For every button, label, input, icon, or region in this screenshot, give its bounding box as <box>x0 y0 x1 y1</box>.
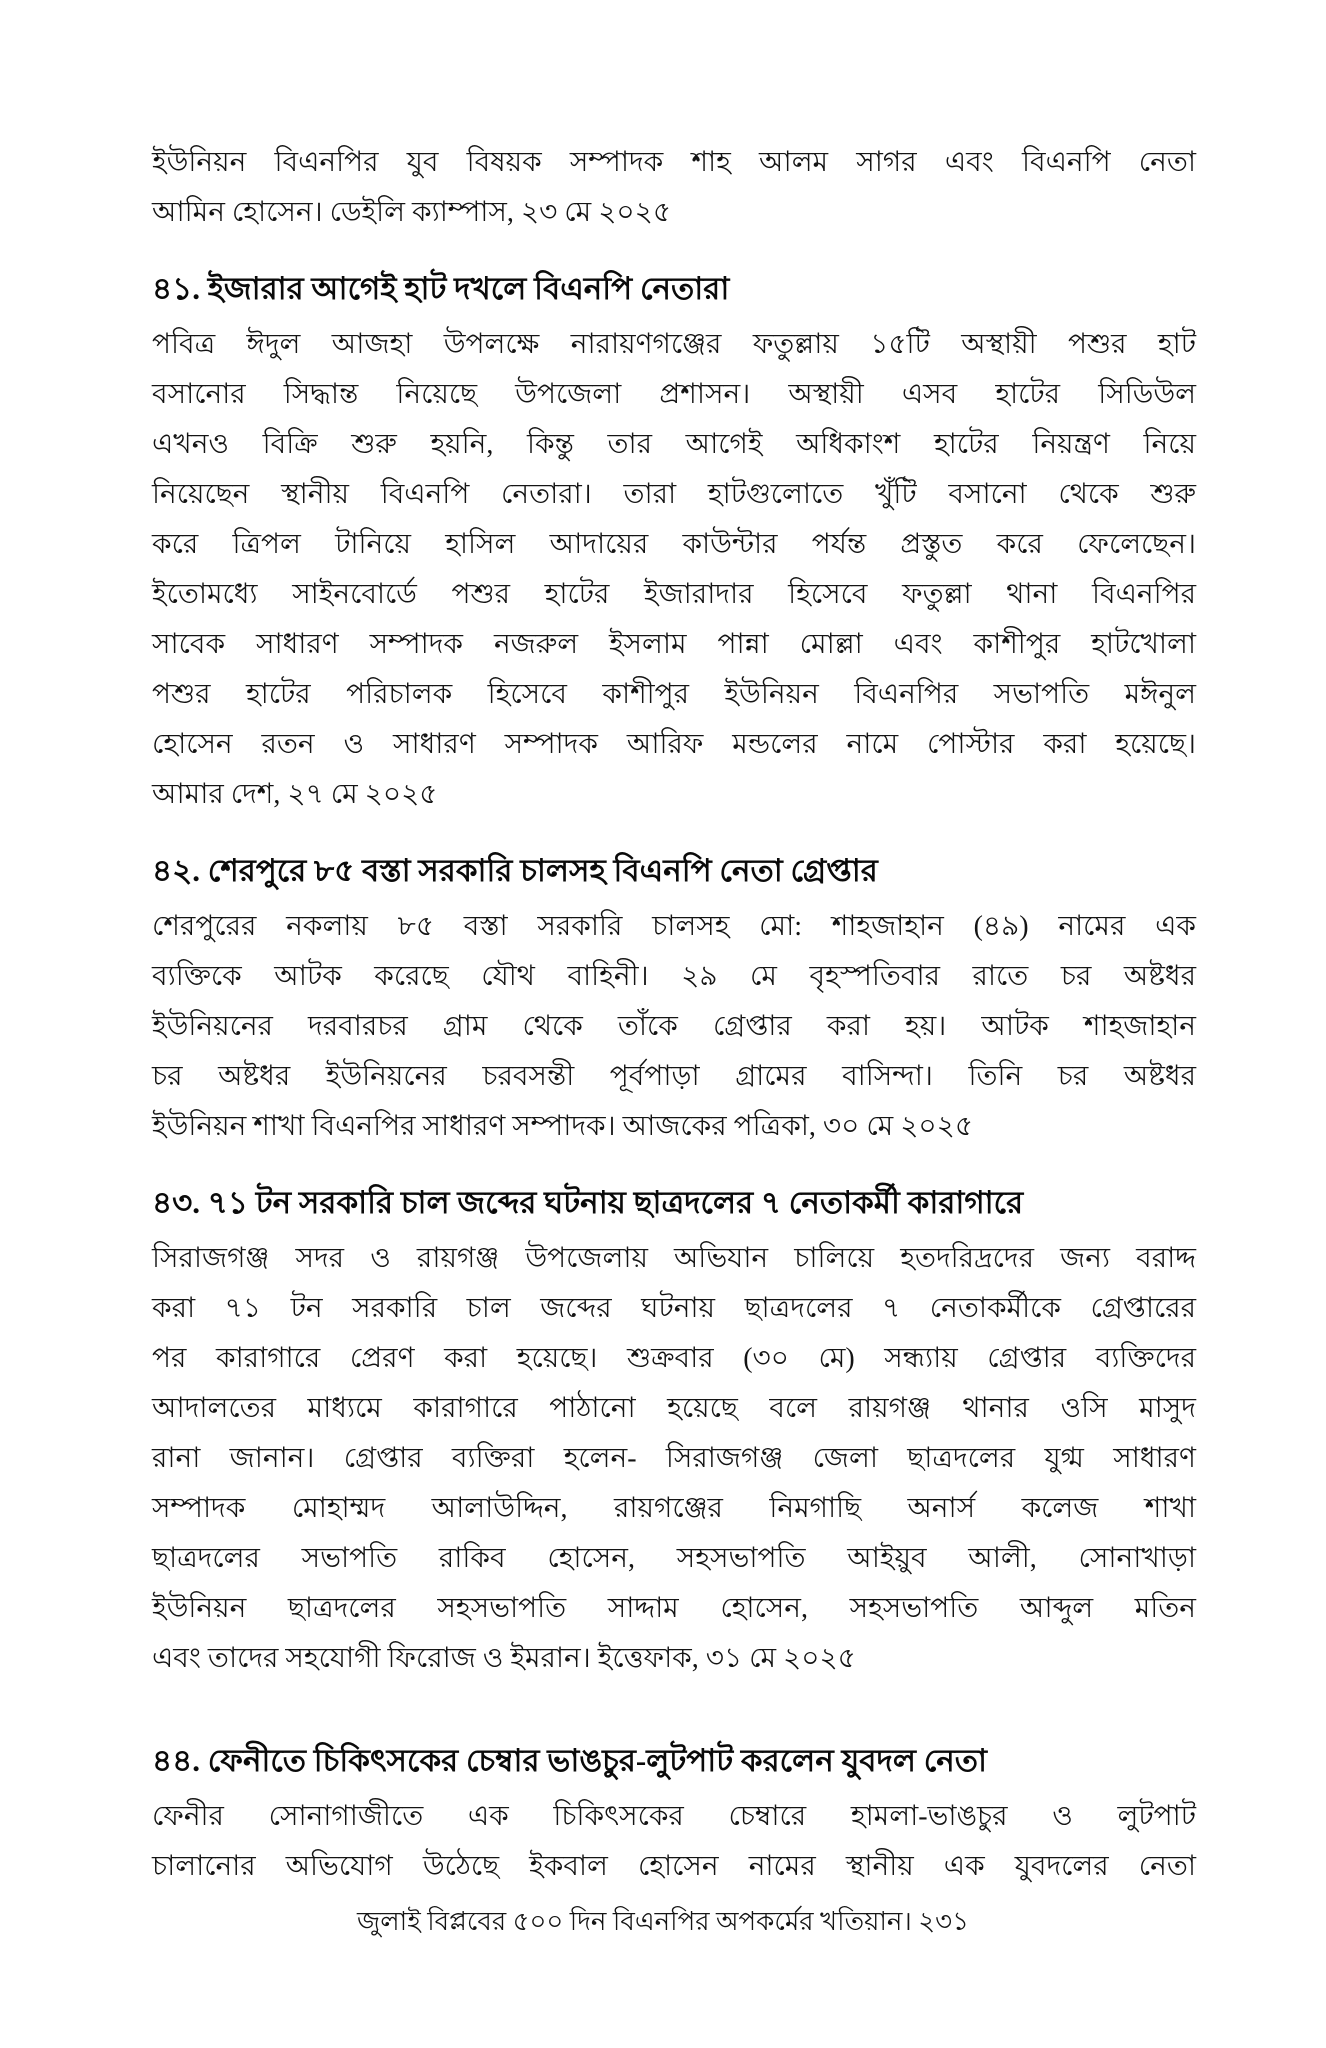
body-line: বসানোর সিদ্ধান্ত নিয়েছে উপজেলা প্রশাসন। অস্থায়ী এসব হাটের সিডিউল <box>152 379 1196 410</box>
body-line: পবিত্র ঈদুল আজহা উপলক্ষে নারায়ণগঞ্জের ফতুল্লায় ১৫টি অস্থায়ী পশুর হাট <box>152 329 1196 360</box>
body-line: ব্যক্তিকে আটক করেছে যৌথ বাহিনী। ২৯ মে বৃহস্পতিবার রাতে চর অষ্টধর <box>152 961 1196 992</box>
body-line: সিরাজগঞ্জ সদর ও রায়গঞ্জ উপজেলায় অভিযান চালিয়ে হতদরিদ্রদের জন্য বরাদ্দ <box>152 1243 1196 1274</box>
section-43-heading: ৪৩. ৭১ টন সরকারি চাল জব্দের ঘটনায় ছাত্রদলের ৭ নেতাকর্মী কারাগারে <box>152 1185 1024 1220</box>
section-41-paragraph <box>152 320 1196 820</box>
body-line: সাবেক সাধারণ সম্পাদক নজরুল ইসলাম পান্না মোল্লা এবং কাশীপুর হাটখোলা <box>152 629 1196 660</box>
body-line: ইউনিয়ন ছাত্রদলের সহসভাপতি সাদ্দাম হোসেন, সহসভাপতি আব্দুল মতিন <box>152 1593 1196 1624</box>
section-44-paragraph <box>152 1792 1196 1892</box>
section-42 <box>152 848 1196 1152</box>
section-42-heading: ৪২. শেরপুরে ৮৫ বস্তা সরকারি চালসহ বিএনপি নেতা গ্রেপ্তার <box>152 853 878 888</box>
body-line: পশুর হাটের পরিচালক হিসেবে কাশীপুর ইউনিয়ন বিএনপির সভাপতি মঈনুল <box>152 679 1196 710</box>
body-line: নিয়েছেন স্থানীয় বিএনপি নেতারা। তারা হাটগুলোতে খুঁটি বসানো থেকে শুরু <box>152 479 1196 510</box>
body-line: এখনও বিক্রি শুরু হয়নি, কিন্তু তার আগেই অধিকাংশ হাটের নিয়ন্ত্রণ নিয়ে <box>152 429 1196 460</box>
section-41-heading: ৪১. ইজারার আগেই হাট দখলে বিএনপি নেতারা <box>152 271 730 306</box>
body-line: হোসেন রতন ও সাধারণ সম্পাদক আরিফ মন্ডলের নামে পোস্টার করা হয়েছে। <box>152 729 1196 760</box>
body-line: আদালতের মাধ্যমে কারাগারে পাঠানো হয়েছে বলে রায়গঞ্জ থানার ওসি মাসুদ <box>152 1393 1196 1424</box>
intro-paragraph <box>152 138 1196 238</box>
body-line: সম্পাদক মোহাম্মদ আলাউদ্দিন, রায়গঞ্জের নিমগাছি অনার্স কলেজ শাখা <box>152 1493 1196 1524</box>
page-footer <box>0 1902 1326 1942</box>
section-43 <box>152 1180 1196 1684</box>
intro-line: ইউনিয়ন বিএনপির যুব বিষয়ক সম্পাদক শাহ আলম সাগর এবং বিএনপি নেতা <box>152 147 1196 178</box>
body-line: পর কারাগারে প্রেরণ করা হয়েছে। শুক্রবার (৩০ মে) সন্ধ্যায় গ্রেপ্তার ব্যক্তিদের <box>152 1343 1196 1374</box>
body-line: ইতোমধ্যে সাইনবোর্ডে পশুর হাটের ইজারাদার হিসেবে ফতুল্লা থানা বিএনপির <box>152 579 1196 610</box>
body-line: ছাত্রদলের সভাপতি রাকিব হোসেন, সহসভাপতি আইয়ুব আলী, সোনাখাড়া <box>152 1543 1196 1574</box>
body-line: ফেনীর সোনাগাজীতে এক চিকিৎসকের চেম্বারে হামলা-ভাঙচুর ও লুটপাট <box>152 1801 1196 1832</box>
body-line: শেরপুরের নকলায় ৮৫ বস্তা সরকারি চালসহ মো: শাহজাহান (৪৯) নামের এক <box>152 911 1196 942</box>
source-line: আমার দেশ, ২৭ মে ২০২৫ <box>152 779 438 810</box>
body-line: চর অষ্টধর ইউনিয়নের চরবসন্তী পূর্বপাড়া গ্রামের বাসিন্দা। তিনি চর অষ্টধর <box>152 1061 1196 1092</box>
section-42-paragraph <box>152 902 1196 1152</box>
section-43-paragraph <box>152 1234 1196 1684</box>
footer-book-title: জুলাই বিপ্লবের ৫০০ দিন বিএনপির অপকর্মের খতিয়ান। <box>357 1907 912 1936</box>
section-44-heading: ৪৪. ফেনীতে চিকিৎসকের চেম্বার ভাঙচুর-লুটপাট করলেন যুবদল নেতা <box>152 1743 988 1778</box>
body-line: রানা জানান। গ্রেপ্তার ব্যক্তিরা হলেন- সিরাজগঞ্জ জেলা ছাত্রদলের যুগ্ম সাধারণ <box>152 1443 1196 1474</box>
body-line: করা ৭১ টন সরকারি চাল জব্দের ঘটনায় ছাত্রদলের ৭ নেতাকর্মীকে গ্রেপ্তারের <box>152 1293 1196 1324</box>
section-44 <box>152 1738 1196 1892</box>
source-line: ইউনিয়ন শাখা বিএনপির সাধারণ সম্পাদক। আজকের পত্রিকা, ৩০ মে ২০২৫ <box>152 1111 974 1142</box>
section-41 <box>152 266 1196 820</box>
body-line: করে ত্রিপল টানিয়ে হাসিল আদায়ের কাউন্টার পর্যন্ত প্রস্তুত করে ফেলেছেন। <box>152 529 1196 560</box>
footer-page-number: ২৩১ <box>918 1907 969 1936</box>
intro-line: আমিন হোসেন। ডেইলি ক্যাম্পাস, ২৩ মে ২০২৫ <box>152 197 671 228</box>
body-line: ইউনিয়নের দরবারচর গ্রাম থেকে তাঁকে গ্রেপ্তার করা হয়। আটক শাহজাহান <box>152 1011 1196 1042</box>
page-content <box>152 138 1196 1892</box>
source-line: এবং তাদের সহযোগী ফিরোজ ও ইমরান। ইত্তেফাক, ৩১ মে ২০২৫ <box>152 1643 856 1674</box>
body-line: চালানোর অভিযোগ উঠেছে ইকবাল হোসেন নামের স্থানীয় এক যুবদলের নেতা <box>152 1851 1196 1882</box>
